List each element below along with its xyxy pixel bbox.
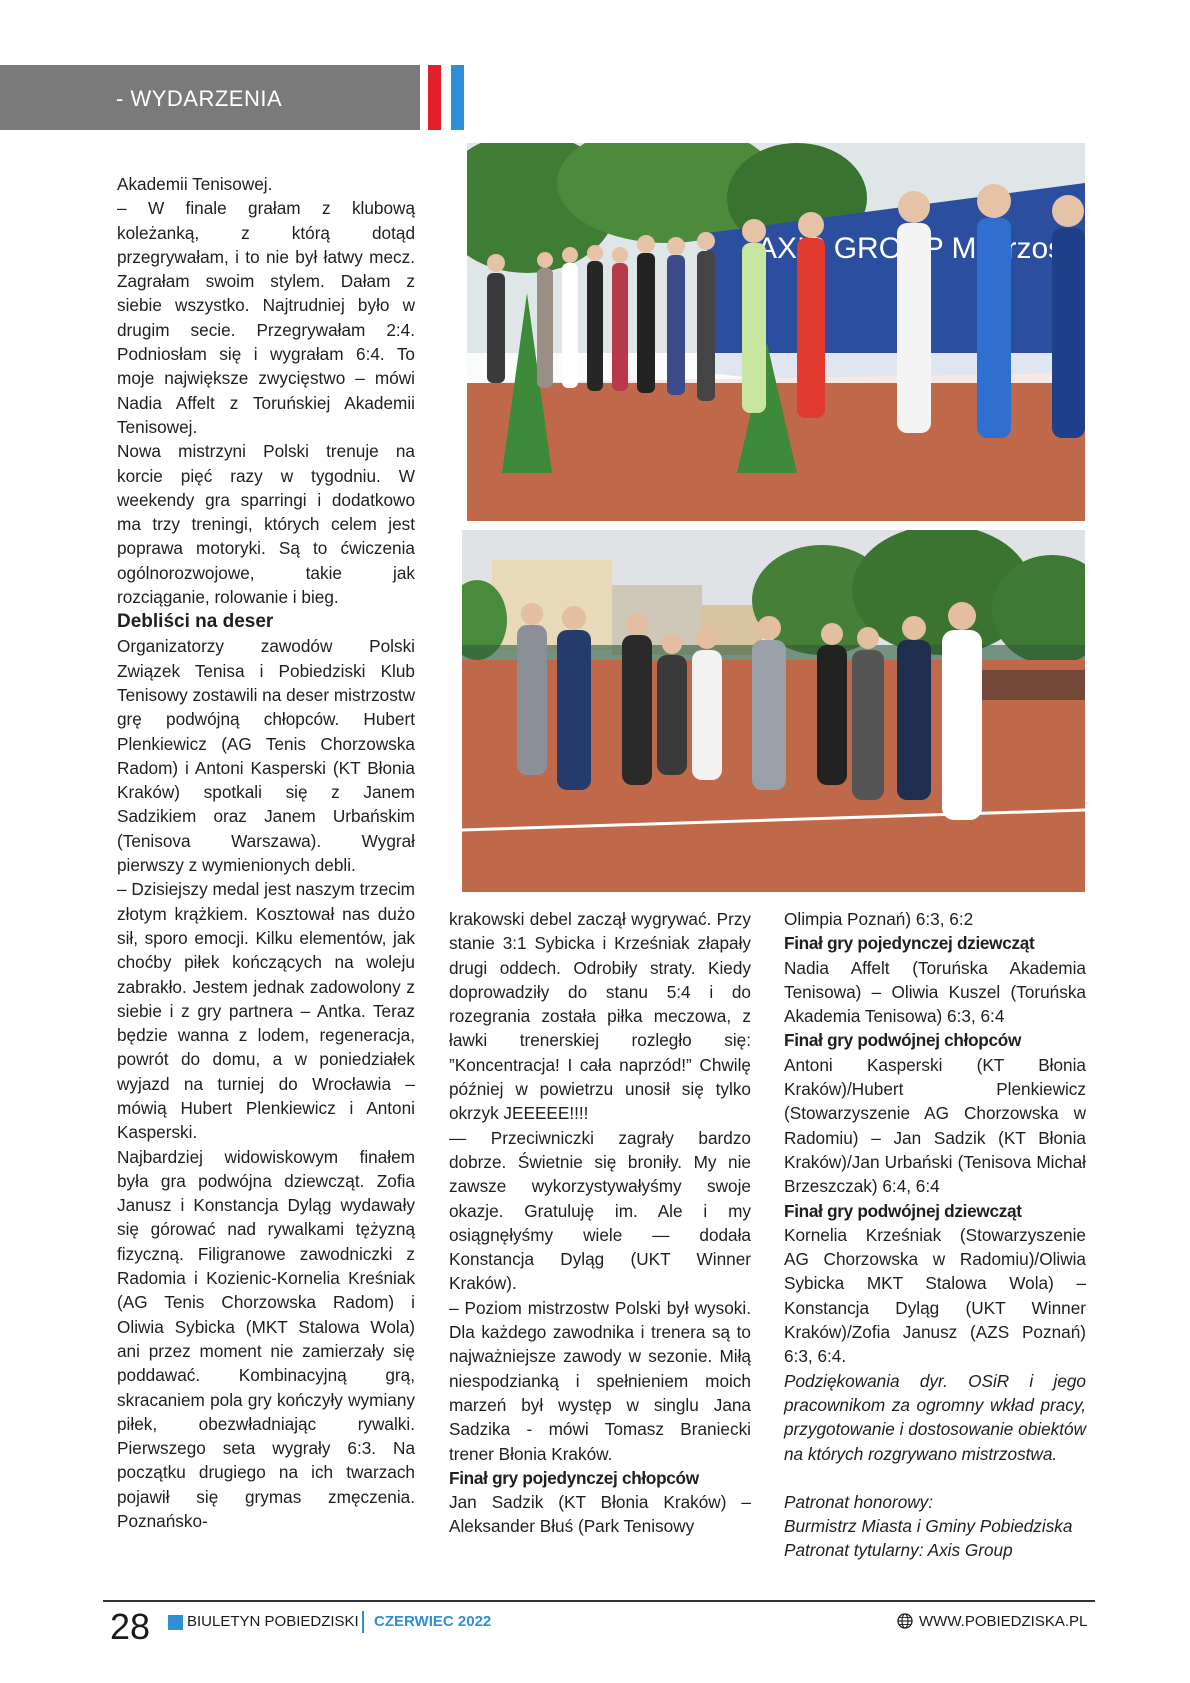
paragraph: – Poziom mistrzostw Polski był wysoki. Dla każdego zawodnika i trenera są to najważniejsze zawody w sezonie. Miłą niespodzianką i spełnieniem moich marzeń był występ w singlu Jana Sadzika - mówi Tomasz Braniecki trener Błonia Kraków. — [449, 1297, 751, 1464]
patronage-line: Patronat honorowy: — [784, 1491, 934, 1512]
result-text: Nadia Affelt (Toruńska Akademia Tenisowa) – Oliwia Kuszel (Toruńska Akademia Tenisowa) 6:3, 6:4 — [784, 957, 1086, 1027]
paragraph: — Przeciwniczki zagrały bardzo dobrze. Świetnie się broniły. My nie zawsze wykorzystywałyśmy swoje okazje. Gratuluję im. Ale i my osiągnęłyśmy wiele — dodała Konstancja Dyląg (UKT Winner Kraków). — [449, 1127, 751, 1294]
footer-divider — [103, 1600, 1095, 1602]
subheading: Debliści na deser — [117, 611, 274, 633]
paragraph: krakowski debel zaczął wygrywać. Przy stanie 3:1 Sybicka i Krześniak złapały drugi oddech. Odrobiły straty. Kiedy doprowadziły do stanu 5:4 i do rozegrania została piłka meczowa, z ławki trenerskiej rozległo się: ”Koncentracja! I cała naprzód!” Chwilę później w powietrzu unosił się tylko okrzyk JEEEEE!!!! — [449, 909, 751, 1124]
patronage-line: Patronat tytularny: Axis Group — [784, 1540, 1013, 1561]
article-column-1 — [117, 172, 415, 1533]
banner-text: AXIS GROUP Mi rzos — [757, 232, 1064, 265]
section-title: - WYDARZENIA — [116, 86, 283, 111]
result-heading: Finał gry podwójnej chłopców — [784, 1030, 1022, 1051]
article-column-2 — [449, 907, 751, 1539]
result-heading: Finał gry podwójnej dziewcząt — [784, 1200, 1022, 1221]
paragraph: Organizatorzy zawodów Polski Związek Tenisa i Pobiedziski Klub Tenisowy zostawili na deser mistrzostw grę podwójną chłopców. Hubert Plenkiewicz (AG Tenis Chorzowska Radom) i Antoni Kasperski (KT Błonia Kraków) spotkali się z Janem Sadzikiem oraz Janem Urbańskim (Tenisova Warszawa). Wygrał pierwszy z wymienionych debli. — [117, 636, 416, 876]
globe-icon — [897, 1613, 913, 1629]
photo-players-ceremony — [467, 143, 1085, 521]
photo-officials-court — [462, 530, 1085, 892]
blue-accent-stripe — [451, 65, 464, 130]
footer-separator — [362, 1611, 364, 1633]
result-heading: Finał gry pojedynczej chłopców — [449, 1467, 699, 1488]
publication-square-icon — [168, 1615, 183, 1630]
paragraph: – Dzisiejszy medal jest naszym trzecim złotym krążkiem. Kosztował nas dużo sił, sporo emocji. Kilku elementów, jak choćby piłek kończących na woleju zabrakło. Jestem jednak zadowolony z siebie i z gry partnera – Antka. Teraz będzie wanna z lodem, regeneracja, powrót do domu, a w poniedziałek wyjazd na turniej do Wrocławia – mówią Hubert Plenkiewicz i Antoni Kasperski. — [117, 879, 415, 1143]
paragraph: Nowa mistrzyni Polski trenuje na korcie pięć razy w tygodniu. W weekendy gra sparringi i dodatkowo ma trzy treningi, których celem jest poprawa motoryki. Są to ćwiczenia ogólnorozwojowe, takie jak rozciąganie, rolowanie i bieg. — [117, 441, 415, 608]
officials-court-image — [462, 530, 1085, 892]
paragraph: – W finale grałam z klubową koleżanką, z którą dotąd przegrywałam, i to nie był łatwy mecz. Zagrałam swoim stylem. Dałam z siebie wszystko. Najtrudniej było w drugim secie. Przegrywałam 2:4. Podniosłam się i wygrałam 6:4. To moje największe zwycięstwo – mówi Nadia Affelt z Toruńskiej Akademii Tenisowej. — [117, 198, 415, 437]
result-text: Olimpia Poznań) 6:3, 6:2 — [784, 909, 974, 929]
result-text: Antoni Kasperski (KT Błonia Kraków)/Hubert Plenkiewicz (Stowarzyszenie AG Chorzowska w Radomiu) – Jan Sadzik (KT Błonia Kraków)/Jan Urbański (Tenisova Michał Brzeszczak) 6:4, 6:4 — [784, 1054, 1086, 1197]
thanks-note: Podziękowania dyr. OSiR i jego pracownikom za ogromny wkład pracy, przygotowanie i dostosowanie obiektów na których rozgrywano mistrzostwa. — [784, 1370, 1086, 1464]
result-text: Jan Sadzik (KT Błonia Kraków) – Aleksander Błuś (Park Tenisowy — [449, 1492, 751, 1537]
publication-name: BIULETYN POBIEDZISKI — [187, 1613, 359, 1630]
patronage-line: Burmistrz Miasta i Gminy Pobiedziska — [784, 1516, 1073, 1537]
result-heading: Finał gry pojedynczej dziewcząt — [784, 933, 1035, 954]
players-ceremony-image — [467, 143, 1085, 521]
result-text: Kornelia Krześniak (Stowarzyszenie AG Chorzowska w Radomiu)/Oliwia Sybicka MKT Stalowa Wola) – Konstancja Dyląg (UKT Winner Kraków)/Zofia Janusz (AZS Poznań) 6:3, 6:4. — [784, 1224, 1086, 1367]
issue-date: CZERWIEC 2022 — [374, 1613, 492, 1630]
article-column-3 — [784, 907, 1086, 1563]
page-number: 28 — [110, 1606, 151, 1647]
red-accent-stripe — [428, 65, 441, 130]
paragraph: Najbardziej widowiskowym finałem była gra podwójna dziewcząt. Zofia Janusz i Konstancja Dyląg wydawały się górować nad rywalkami tężyzną fizyczną. Filigranowe zawodniczki z Radomia i Kozienic-Kornelia Kreśniak (AG Tenis Chorzowska Radom) i Oliwia Sybicka (MKT Stalowa Wola) ani przez moment nie zamierzały się poddawać. Kombinacyjną grą, skracaniem pola gry kończyły wymiany piłek, obezwładniając rywalki. Pierwszego seta wygrały 6:3. Na początku drugiego na ich twarzach pojawił się grymas zmęczenia. Poznańsko- — [117, 1146, 415, 1532]
paragraph: Akademii Tenisowej. — [117, 174, 273, 194]
website-link[interactable]: WWW.POBIEDZISKA.PL — [919, 1613, 1088, 1630]
